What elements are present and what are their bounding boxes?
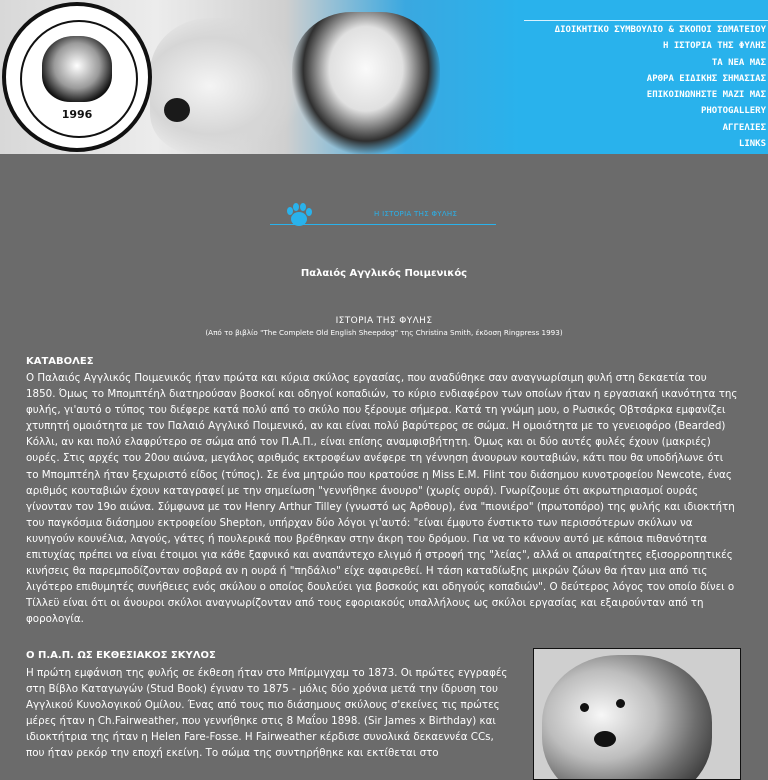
logo-dog-icon bbox=[42, 36, 112, 102]
dog-photo-right bbox=[292, 12, 440, 154]
nav-link-board[interactable]: ΔΙΟΙΚΗΤΙΚΟ ΣΥΜΒΟΥΛΙΟ & ΣΚΟΠΟΙ ΣΩΜΑΤΕΙΟΥ bbox=[554, 25, 766, 35]
dog-photo-left bbox=[150, 18, 300, 154]
logo-year: 1996 bbox=[61, 108, 93, 121]
club-logo[interactable] bbox=[2, 2, 152, 152]
nav-link-links[interactable]: LINKS bbox=[738, 139, 766, 150]
dog-nose-icon bbox=[594, 731, 616, 747]
show-dog-paragraph: Η πρώτη εμφάνιση της φυλής σε έκθεση ήταν στο Μπίρμιγχαμ το 1873. Οι πρώτες εγγραφές στη Βίβλο Καταγωγών (Stud Book) έγιναν το 1875 - μόλις δύο χρόνια μετά την ίδρυση του Αγγλικού Κυνολογικού Ομίλου. Ένας από τους πιο διάσημους σκύλους σ'εκείνες τις πρώτες μέρες ήταν η Ch.Fairweather, που γεννήθηκε στις 8 Μαΐου 1898. (Sir James x Birthday) και ιδιοκτήτρια της ήταν η Helen Fare-Fosse. Η Fairweather κέρδισε συνολικά δεκαεννέα CCs, που ήταν ρεκόρ την εποχή εκείνη. Το σώμα της συντηρήθηκε και εκτίθεται στο bbox=[26, 667, 508, 760]
section-divider bbox=[270, 224, 496, 225]
nav-link-history[interactable]: Η ΙΣΤΟΡΙΑ ΤΗΣ ΦΥΛΗΣ bbox=[663, 41, 766, 52]
dog-nose-icon bbox=[164, 98, 190, 122]
origins-paragraph: Ο Παλαιός Αγγλικός Ποιμενικός ήταν πρώτα και κύρια σκύλος εργασίας, που αναδύθηκε σαν αναγνωρίσιμη φυλή στη δεκαετία του 1850. Όμως το Μπομπτέηλ διατηρούσαν βοσκοί και οδηγοί κοπαδιών, το κύριο ενδιαφέρον των οποίων ήταν η εργασιακή ικανότητα της φυλής, γι'αυτό ο τύπος του διέφερε κατά πολύ από το σκύλο που ξέρουμε σήμερα. Κατά τη γνώμη μου, ο Ρωσικός Οβτσάρκα εμφανίζει χτυπητή ομοιότητα με τον Παλαιό Αγγλικό Ποιμενικό, αν και είναι πολύ βαρύτερος σε σώμα. Η ομοιότητα με το γενειοφόρο (Bearded) Κόλλι, αν και πολύ ελαφρύτερο σε σώμα από τον Π.Α.Π., είναι επίσης αναμφισβήτητη. Όμως και οι δύο αυτές φυλές έχουν (μακριές) ουρές. Στις αρχές του 20ου αιώνα, μεγάλος αριθμός εκτροφέων ανέφερε τη γέννηση άνουρων κουταβιών, κάτι που θα υποδήλωνε ότι το Μπομπτέηλ ήταν ξεχωριστό είδος (τύπος). Σε ένα μητρώο που κρατούσε η Miss E.M. Flint του διάσημου κυνοτροφείου Newcote, ένας αριθμός κουταβιών έχουν καταγραφεί με την σημείωση "γεννήθηκε άνουρο" (χωρίς ουρά). Γνωρίζουμε ότι ακρωτηριασμοί ουράς γίνονταν τον 19ο αιώνα. Σύμφωνα με τον Henry Arthur Tilley (γνωστό ως Άρθουρ), ένα "πιονιέρο" (πρωτοπόρο) της φυλής και ιδιοκτήτη του παγκόσμια διάσημου εκτροφείου Shepton, υπήρχαν δύο λόγοι γι'αυτό: "είναι έμφυτο ένστικτο των περισσότερων σκύλων να κυνηγούν κουνέλια, λαγούς, γάτες ή πουλερικά που βρέθηκαν στην άκρη του δρόμου. Για να το κάνουν αυτό με κάποια πιθανότητα επιτυχίας πρέπει να είναι έτοιμοι για κάθε ξαφνικό και αναπάντεχο ελιγμό ή στροφή της "λείας", αλλά οι απαραίτητες εξισορροπητικές κινήσεις θα παρεμποδίζονταν σοβαρά αν η ουρά ή "πηδάλιο" είχε αφαιρεθεί. Η τάση καταδίωξης μικρών ζώων θα ήταν μια από τις λιγότερο επιθυμητές συνήθειες ενός σκύλου ο οποίος δουλεύει για βοσκούς και οδηγούς κοπαδιών". Ο δεύτερος λόγος τον οποίο δίνει ο Τίλλεϋ είναι ότι οι άνουροι σκύλοι αναγνωρίζονταν από τους εφοριακούς υπαλλήλους ως σκύλοι εργασίας και εξαιρούνταν από τη φορολογία. bbox=[26, 372, 738, 626]
old-dog-photo bbox=[533, 648, 741, 780]
nav-link-photogallery[interactable]: PHOTOGALLERY bbox=[700, 106, 766, 117]
source-note: (Από το βιβλίο "The Complete Old English Sheepdog" της Christina Smith, έκδοση Ringpress 1993) bbox=[205, 328, 563, 337]
page-title: Παλαιός Αγγλικός Ποιμενικός bbox=[300, 268, 468, 279]
nav-link-contact[interactable]: ΕΠΙΚΟΙΝΩΝΗΣΤΕ ΜΑΖΙ ΜΑΣ bbox=[646, 90, 766, 101]
section-header bbox=[270, 200, 496, 230]
main-nav bbox=[526, 22, 766, 152]
show-dog-heading: Ο Π.Α.Π. ΩΣ ΕΚΘΕΣΙΑΚΟΣ ΣΚΥΛΟΣ bbox=[26, 650, 216, 661]
article-title: ΙΣΤΟΡΙΑ ΤΗΣ ΦΥΛΗΣ bbox=[335, 316, 433, 326]
origins-heading: ΚΑΤΑΒΟΛΕΣ bbox=[26, 356, 94, 367]
nav-link-ads[interactable]: ΑΓΓΕΛΙΕΣ bbox=[722, 122, 766, 133]
nav-separator bbox=[524, 20, 768, 21]
dog-eye-icon bbox=[580, 703, 589, 712]
nav-link-articles[interactable]: ΑΡΘΡΑ ΕΙΔΙΚΗΣ ΣΗΜΑΣΙΑΣ bbox=[646, 73, 766, 84]
dog-eye-icon bbox=[616, 699, 625, 708]
header-banner bbox=[0, 0, 768, 154]
section-title: Η ΙΣΤΟΡΙΑ ΤΗΣ ΦΥΛΗΣ bbox=[374, 210, 458, 218]
dog-fur bbox=[542, 655, 712, 780]
nav-link-news[interactable]: ΤΑ ΝΕΑ ΜΑΣ bbox=[711, 57, 766, 68]
